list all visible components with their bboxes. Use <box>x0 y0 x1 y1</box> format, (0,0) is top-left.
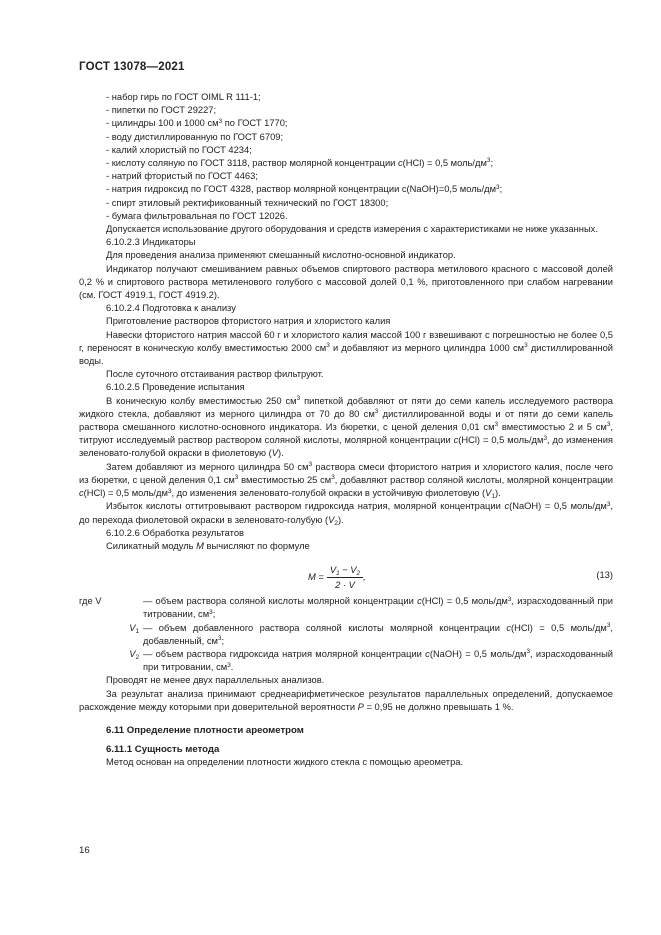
page-number: 16 <box>79 845 90 856</box>
list-item: - калий хлористый по ГОСТ 4234; <box>106 144 252 155</box>
formula-number: (13) <box>596 570 613 581</box>
paragraph: Навески фтористого натрия массой 60 г и хлористого калия массой 100 г взвешивают с погрешностью не более 0,5 г, переносят в коническую колбу вместимостью 2000 $см^3$ и добавляют из мерного цилиндра 1000 $см^3$ дистиллированной воды. <box>79 329 613 367</box>
list-item: - кислоту соляную по ГОСТ 3118, раствор молярной концентрации c(HCl) = 0,5 моль/$дм^3$; <box>106 157 494 169</box>
list-item: - набор гирь по ГОСТ OIML R 111-1; <box>106 92 261 102</box>
paragraph: За результат анализа принимают среднеарифметическое результатов параллельных определений, допускаемое расхождение между которыми при доверительной вероятности P = 0,95 не должно превышать 1 %. <box>79 688 613 712</box>
list-item: - натрия гидроксид по ГОСТ 4328, раствор молярной концентрации с(NaOH)=0,5 моль/$дм^3$; <box>106 183 503 195</box>
where-item: где V — объем раствора соляной кислоты молярной концентрации c(HCl) = 0,5 моль/$дм^3$, израсходованный при титровании, $см^3$; <box>79 595 613 620</box>
section-heading: 6.11 Определение плотности ареометром <box>106 724 304 736</box>
where-item: $V_1$ — объем добавленного раствора соляной кислоты молярной концентрации c(HCl) = 0,5 моль/$дм^3$, добавленный, $см^3$; <box>129 621 613 646</box>
list-item: - натрий фтористый по ГОСТ 4463; <box>106 171 258 182</box>
paragraph: Приготовление растворов фтористого натрия и хлористого калия <box>106 316 391 327</box>
subsection-heading: 6.10.2.3 Индикаторы <box>106 237 196 248</box>
paragraph: Затем добавляют из мерного цилиндра 50 $см^3$ раствора смеси фтористого натрия и хлористого калия, после чего из бюретки, с ценой деления 0,1 $см^3$ вместимостью 25 $см^3$, добавляют раствор соляной кислоты, молярной концентрации c(HCl) = 0,5 моль/$дм^3$, до изменения зеленовато-голубой окраски в устойчивую фиолетовую $(V_1)$. <box>79 461 614 501</box>
paragraph: В коническую колбу вместимостью 250 $см^3$ пипеткой добавляют от пяти до семи капель исследуемого раствора жидкого стекла, добавляют из мерного цилиндра от 70 до 80 $см^3$ дистиллированной воды и от пяти до семи капель раствора смешанного кислотно-основного индикатора. Из бюретки, с ценой деления 0,01 $см^3$ вместимостью 2 и 5 $см^3$, титруют исследуемый раствор раствором соляной кислоты, молярной концентрации c(HCl) = 0,5 моль/$дм^3$, до изменения зеленовато-голубой окраски в фиолетовую (V). <box>79 395 613 459</box>
page-content <box>79 91 613 770</box>
list-item: - бумага фильтровальная по ГОСТ 12026. <box>106 210 288 221</box>
list-item: - пипетки по ГОСТ 29227; <box>106 105 217 116</box>
subsection-heading: 6.10.2.5 Проведение испытания <box>106 382 245 393</box>
formula-expression: M = $\frac{V_1 - V_2}{2 \cdot V}$ , <box>308 565 366 591</box>
section-heading: 6.11.1 Сущность метода <box>106 744 220 756</box>
formula-13 <box>79 557 613 593</box>
list-item: - цилиндры 100 и 1000 $см^3$ по ГОСТ 1770; <box>106 117 288 129</box>
list-item: - воду дистиллированную по ГОСТ 6709; <box>106 131 284 142</box>
paragraph: Проводят не менее двух параллельных анализов. <box>106 675 325 686</box>
subsection-heading: 6.10.2.6 Обработка результатов <box>106 527 245 538</box>
paragraph: Метод основан на определении плотности жидкого стекла с помощью ареометра. <box>106 757 464 768</box>
subsection-heading: 6.10.2.4 Подготовка к анализу <box>106 303 236 314</box>
paragraph: Силикатный модуль M вычисляют по формуле <box>106 540 310 551</box>
formula-fraction: $\frac{V_1 - V_2}{2 \cdot V}$ <box>327 564 363 591</box>
list-item: - спирт этиловый ректификованный технический по ГОСТ 18300; <box>106 197 389 208</box>
paragraph: После суточного отстаивания раствор фильтруют. <box>106 369 324 380</box>
paragraph: Индикатор получают смешиванием равных объемов спиртового раствора метилового красного с массовой долей 0,2 % и спиртового раствора метиленового голубого с массовой долей 0,1 %, приготовленного при слабом нагревании (см. ГОСТ 4919.1, ГОСТ 4919.2). <box>79 263 613 301</box>
paragraph: Допускается использование другого оборудования и средств измерения с характеристиками не ниже указанных. <box>106 224 598 235</box>
paragraph: Избыток кислоты оттитровывают раствором гидроксида натрия, молярной концентрации c(NaOH) = 0,5 моль/$дм^3$, до перехода фиолетовой окраски в зеленовато-голубую $(V_2)$. <box>79 500 613 527</box>
where-item: $V_2$ — объем раствора гидроксида натрия молярной концентрации c(NaOH) = 0,5 моль/$дм^3$, израсходованный при титровании, $см^3$. <box>129 648 613 673</box>
standard-header: ГОСТ 13078—2021 <box>79 61 185 73</box>
paragraph: Для проведения анализа применяют смешанный кислотно-основной индикатор. <box>106 250 456 261</box>
